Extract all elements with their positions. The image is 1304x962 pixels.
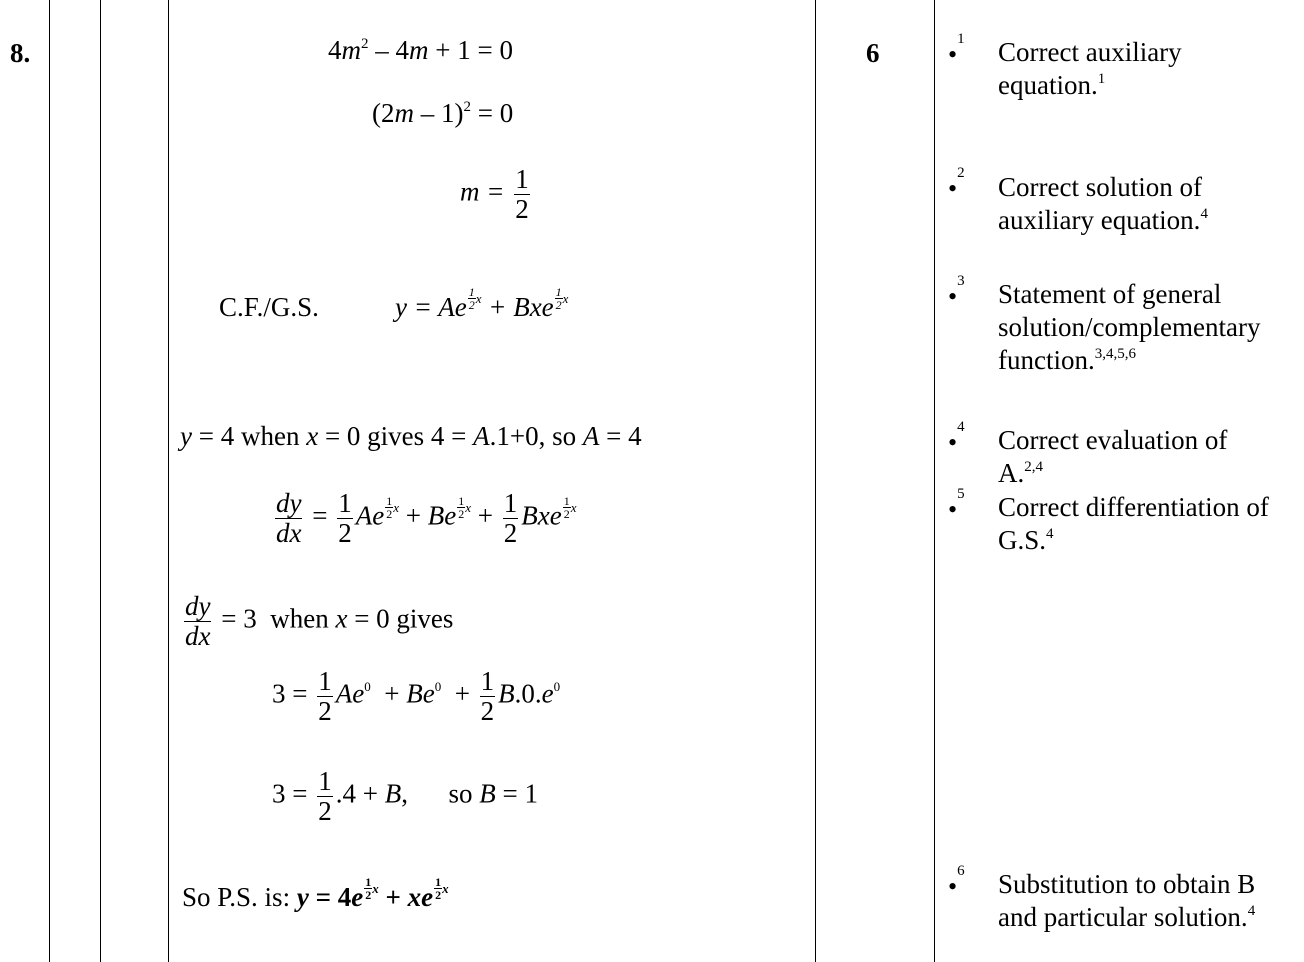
factorised-equation: (2m – 1)$^2$ = 0	[372, 98, 514, 128]
marks-value: 6	[866, 38, 880, 68]
column-divider	[100, 0, 101, 962]
initial-condition-a: y = 4 when x = 0 gives 4 = A.1+0, so A = 4	[180, 421, 642, 451]
derivative-equation: $\frac{dy}{dx}$ = $\frac{1}{2}$ Ae 1 2 x + Be 1 2 x + $\frac{1}{2}$ Bxe 1 2 x	[276, 488, 577, 548]
criterion-6: Substitution to obtain B and particular solution.$^4$	[998, 869, 1256, 932]
bullet-5-icon: •$^5$	[948, 486, 965, 524]
bullet-2-icon: •$^2$	[948, 165, 965, 203]
column-divider	[815, 0, 816, 962]
general-solution: y = Ae 1 2 x + Bxe 1 2 x	[395, 285, 569, 322]
bullet-6-icon: •$^6$	[948, 863, 965, 901]
criterion-1: Correct auxiliary equation.$^1$	[998, 37, 1182, 100]
bullet-1-icon: •$^1$	[948, 31, 965, 69]
substitution-line-1: 3 = $\frac{1}{2}$ $Ae^0 + Be^0$ + $\frac{1}{2}$ $B.0.e^0$	[272, 666, 561, 726]
question-number: 8.	[10, 38, 31, 68]
cf-label: C.F./G.S.	[219, 292, 319, 322]
criterion-5: Correct differentiation of G.S.$^4$	[998, 492, 1269, 555]
substitution-line-2: 3 = $\frac{1}{2}$ .4 + B, so B = 1	[272, 766, 538, 826]
bullet-3-icon: •$^3$	[948, 273, 965, 311]
criterion-3: Statement of general solution/complementary function.$^{3,4,5,6}$	[998, 279, 1261, 375]
criterion-4: Correct evaluation of A.$^{2,4}$	[998, 425, 1228, 488]
initial-condition-b: $\frac{dy}{dx}$ = 3 when x = 0 gives	[185, 591, 454, 651]
column-divider	[49, 0, 50, 962]
particular-solution: So P.S. is: y = 4e 1 2 x + xe 1 2 x	[182, 875, 449, 912]
criterion-2: Correct solution of auxiliary equation.$^4$	[998, 172, 1208, 235]
root-equation: m = $\frac{1}{2}$	[460, 164, 529, 224]
column-divider	[934, 0, 935, 962]
column-divider	[168, 0, 169, 962]
auxiliary-equation: $4m^2 - 4m + 1 = 0$	[328, 35, 513, 65]
bullet-4-icon: •$^4$	[948, 419, 965, 457]
